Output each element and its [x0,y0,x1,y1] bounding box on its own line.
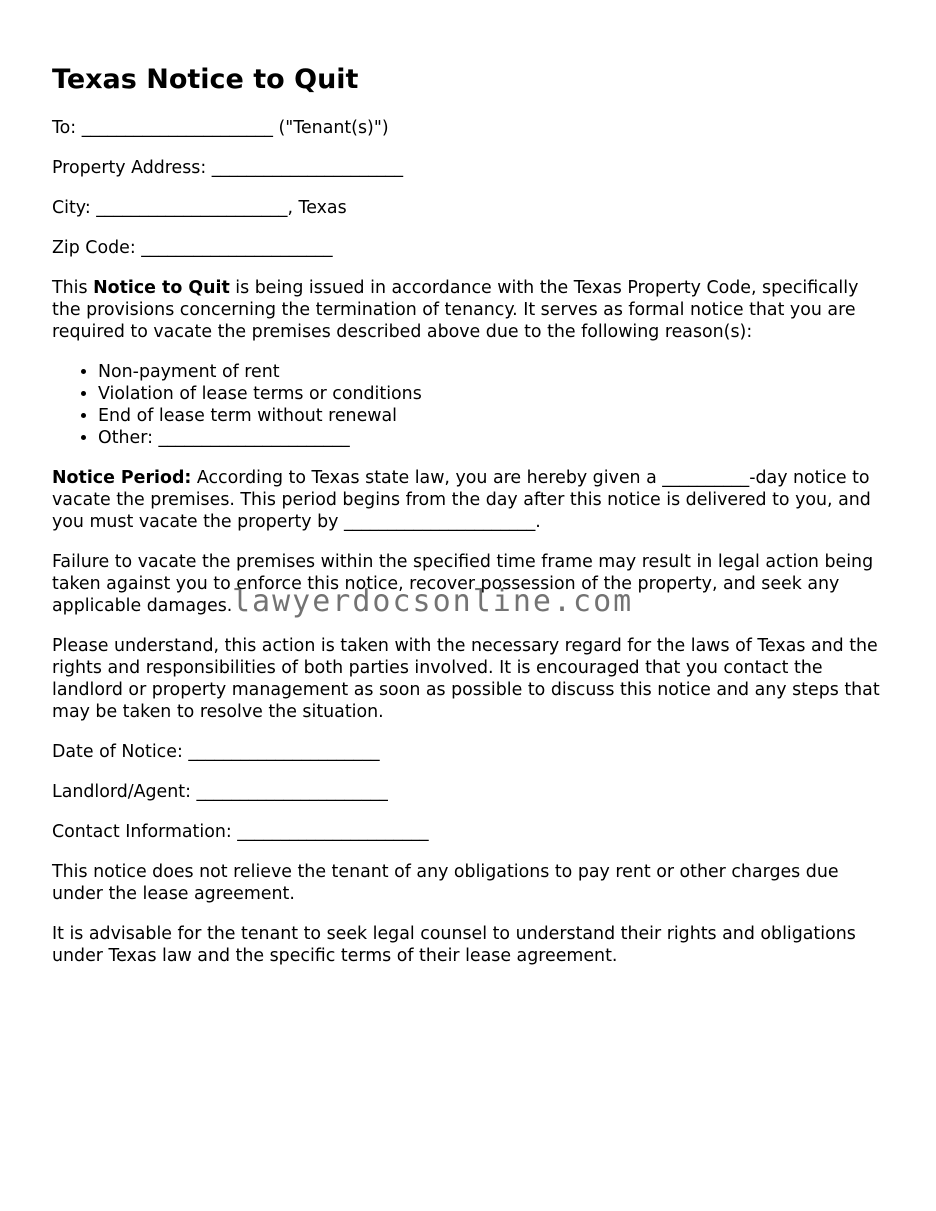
document-page [52,62,888,985]
landlord-agent-field: Landlord/Agent: ______________________ [52,782,388,802]
zip-code-field: Zip Code: ______________________ [52,238,333,258]
intro-rest: is being issued in accordance with the Texas Property Code, specifically the provisions concerning the termination of tenancy. It serves as formal notice that you are required to vacate the premises described above due to the following reason(s): [52,278,859,342]
city-field: City: ______________________, Texas [52,198,347,218]
date-of-notice-field: Date of Notice: ______________________ [52,742,380,762]
tenant-field: To: ______________________ ("Tenant(s)") [52,118,389,138]
intro-bold: Notice to Quit [93,278,230,298]
list-item: • Violation of lease terms or conditions [98,383,888,405]
page-title: Texas Notice to Quit [52,64,359,95]
list-item: • End of lease term without renewal [98,405,888,427]
list-item: • Other: ______________________ [98,427,888,449]
failure-paragraph: Failure to vacate the premises within the specified time frame may result in legal action being taken against you to enforce this notice, recover possession of the property, and seek any applicable damages. [52,552,874,616]
notice-period-text: According to Texas state law, you are hereby given a __________-day notice to vacate the premises. This period begins from the day after this notice is delivered to you, and you must vacate the property by ______________________. [52,468,871,532]
intro-paragraph [52,277,888,343]
counsel-paragraph: It is advisable for the tenant to seek legal counsel to understand their rights and obligations under Texas law and the specific terms of their lease agreement. [52,924,856,966]
understand-paragraph: Please understand, this action is taken with the necessary regard for the laws of Texas and the rights and responsibilities of both parties involved. It is encouraged that you contact the landlord or property management as soon as possible to discuss this notice and any steps that may be taken to resolve the situation. [52,636,880,722]
notice-period-paragraph [52,467,888,533]
contact-information-field: Contact Information: ______________________ [52,822,429,842]
watermark: lawyerdocsonline.com [232,584,634,619]
property-address-field: Property Address: ______________________ [52,158,404,178]
list-item: • Non-payment of rent [98,361,888,383]
notice-period-label: Notice Period: [52,468,192,488]
reasons-list [52,361,888,449]
obligations-paragraph: This notice does not relieve the tenant of any obligations to pay rent or other charges due under the lease agreement. [52,862,839,904]
intro-prefix: This [52,278,94,298]
